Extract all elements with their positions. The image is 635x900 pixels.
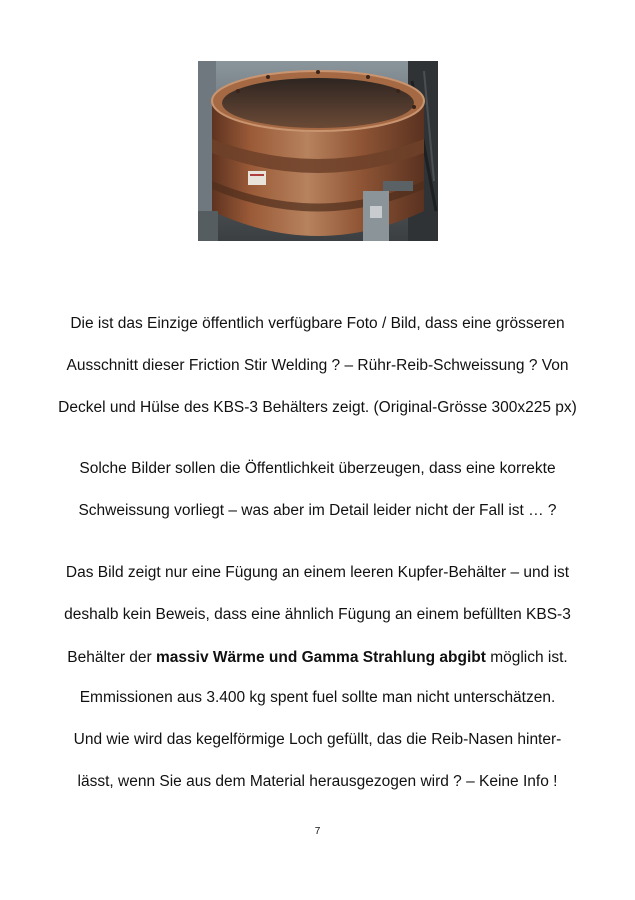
text-span: Behälter der [67, 649, 157, 666]
text-line: Solche Bilder sollen die Öffentlichkeit überzeugen, dass eine korrekte [79, 460, 556, 477]
copper-canister-image [198, 61, 438, 241]
bold-emphasis: massiv Wärme und Gamma Strahlung abgibt [156, 649, 486, 666]
text-line: Deckel und Hülse des KBS-3 Behälters zeigt. (Original-Grösse 300x225 px) [58, 399, 577, 416]
text-line: lässt, wenn Sie aus dem Material herausgezogen wird ? – Keine Info ! [77, 773, 558, 790]
page-number: 7 [314, 826, 321, 837]
text-line: Und wie wird das kegelförmige Loch gefüllt, das die Reib-Nasen hinter- [73, 731, 562, 748]
text-line: Die ist das Einzige öffentlich verfügbare Foto / Bild, dass eine grösseren [70, 315, 565, 332]
text-line: Emmissionen aus 3.400 kg spent fuel sollte man nicht unterschätzen. [79, 689, 556, 706]
text-line: deshalb kein Beweis, dass eine ähnlich Fügung an einem befüllten KBS-3 [64, 606, 571, 623]
text-span: möglich ist. [485, 649, 568, 666]
text-line-with-bold [0, 648, 635, 668]
text-line: Ausschnitt dieser Friction Stir Welding ? – Rühr-Reib-Schweissung ? Von [66, 357, 569, 374]
text-line: Schweissung vorliegt – was aber im Detail leider nicht der Fall ist … ? [78, 502, 557, 519]
copper-canister-photo [198, 61, 438, 241]
text-line: Das Bild zeigt nur eine Fügung an einem leeren Kupfer-Behälter – und ist [65, 564, 570, 581]
